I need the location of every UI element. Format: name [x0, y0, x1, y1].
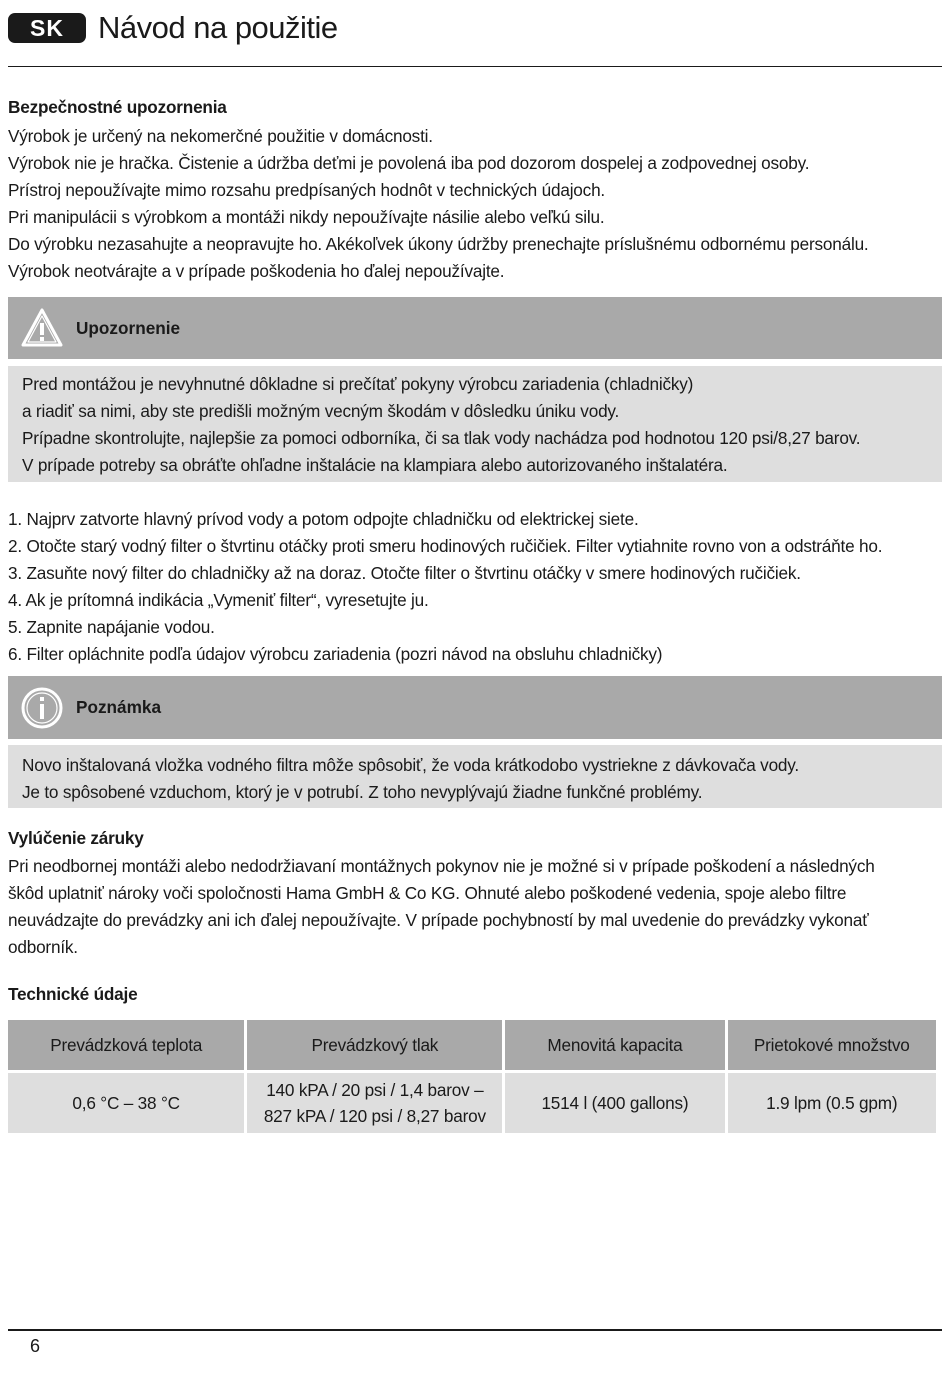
info-icon	[20, 686, 64, 730]
warning-line: V prípade potreby sa obráťte ohľadne inštalácie na klampiara alebo autorizovaného inštalatéra.	[22, 455, 728, 475]
language-badge: SK	[8, 13, 86, 43]
warning-box-header	[8, 297, 942, 359]
warranty-line: odborník.	[8, 937, 78, 957]
footer-divider	[8, 1329, 942, 1331]
note-box-header	[8, 676, 942, 739]
warning-label: Upozornenie	[76, 317, 181, 338]
warning-line: a riadiť sa nimi, aby ste predišli možným vecným škodám v dôsledku úniku vody.	[22, 401, 620, 421]
pressure-line: 140 kPA / 20 psi / 1,4 barov –	[266, 1080, 484, 1100]
step-item: 6. Filter opláchnite podľa údajov výrobcu zariadenia (pozri návod na obsluhu chladničky)	[8, 644, 663, 664]
temperature-cell: 0,6 °C – 38 °C	[8, 1073, 244, 1133]
tech-specs-table	[5, 1020, 939, 1133]
note-box-body	[8, 745, 942, 808]
page-header	[8, 8, 338, 48]
warranty-line: škôd uplatniť nároky voči spoločnosti Hama GmbH & Co KG. Ohnuté alebo poškodené vedenia, spoje alebo filtre	[8, 883, 847, 903]
step-item: 5. Zapnite napájanie vodou.	[8, 617, 215, 637]
pressure-cell	[247, 1073, 502, 1133]
step-item: 4. Ak je prítomná indikácia „Vymeniť filter“, vyresetujte ju.	[8, 590, 429, 610]
header-divider	[8, 66, 942, 67]
table-row	[8, 1073, 936, 1133]
note-label: Poznámka	[76, 697, 162, 717]
safety-line: Pri manipulácii s výrobkom a montáži nikdy nepoužívajte násilie alebo veľkú silu.	[8, 207, 605, 227]
tech-heading: Technické údaje	[8, 984, 138, 1004]
step-item: 1. Najprv zatvorte hlavný prívod vody a potom odpojte chladničku od elektrickej siete.	[8, 509, 639, 529]
flow-cell: 1.9 lpm (0.5 gpm)	[728, 1073, 936, 1133]
safety-line: Výrobok je určený na nekomerčné použitie v domácnosti.	[8, 126, 433, 146]
column-header: Prietokové množstvo	[728, 1020, 936, 1073]
safety-heading: Bezpečnostné upozornenia	[8, 97, 227, 117]
installation-steps	[8, 506, 942, 668]
note-line: Novo inštalovaná vložka vodného filtra môže spôsobiť, že voda krátkodobo vystriekne z dávkovača vody.	[22, 755, 799, 775]
column-header: Prevádzkový tlak	[247, 1020, 502, 1073]
warranty-section	[8, 825, 942, 961]
capacity-cell: 1514 l (400 gallons)	[505, 1073, 724, 1133]
step-item: 2. Otočte starý vodný filter o štvrtinu otáčky proti smeru hodinových ručičiek. Filter vytiahnite rovno von a odstráňte ho.	[8, 536, 883, 556]
pressure-line: 827 kPA / 120 psi / 8,27 barov	[263, 1106, 486, 1126]
warning-line: Prípadne skontrolujte, najlepšie za pomoci odborníka, či sa tlak vody nachádza pod hodnotou 120 psi/8,27 barov.	[22, 428, 861, 448]
safety-line: Výrobok nie je hračka. Čistenie a údržba deťmi je povolená iba pod dozorom dospelej a zodpovednej osoby.	[8, 153, 810, 173]
warranty-line: neuvádzajte do prevádzky ani ich ďalej nepoužívajte. V prípade pochybností by mal uvedenie do prevádzky vykonať	[8, 910, 869, 930]
column-header: Prevádzková teplota	[8, 1020, 244, 1073]
note-line: Je to spôsobené vzduchom, ktorý je v potrubí. Z toho nevyplývajú žiadne funkčné problémy.	[22, 782, 703, 802]
step-item: 3. Zasuňte nový filter do chladničky až na doraz. Otočte filter o štvrtinu otáčky v smere hodinových ručičiek.	[8, 563, 801, 583]
warning-triangle-icon	[20, 306, 64, 350]
table-header-row	[8, 1020, 936, 1073]
column-header: Menovitá kapacita	[505, 1020, 724, 1073]
page-number: 6	[30, 1336, 41, 1356]
warning-line: Pred montážou je nevyhnutné dôkladne si prečítať pokyny výrobcu zariadenia (chladničky)	[22, 374, 694, 394]
safety-line: Prístroj nepoužívajte mimo rozsahu predpísaných hodnôt v technických údajoch.	[8, 180, 605, 200]
safety-line: Výrobok neotvárajte a v prípade poškodenia ho ďalej nepoužívajte.	[8, 261, 505, 281]
safety-line: Do výrobku nezasahujte a neopravujte ho. Akékoľvek úkony údržby prenechajte príslušnému odbornému personálu.	[8, 234, 869, 254]
warning-box-body	[8, 366, 942, 482]
warranty-line: Pri neodbornej montáži alebo nedodržiavaní montážnych pokynov nie je možné si v prípade poškodení a následných	[8, 856, 875, 876]
warranty-heading: Vylúčenie záruky	[8, 828, 144, 848]
page-title: Návod na použitie	[98, 10, 338, 45]
safety-section	[8, 94, 942, 285]
